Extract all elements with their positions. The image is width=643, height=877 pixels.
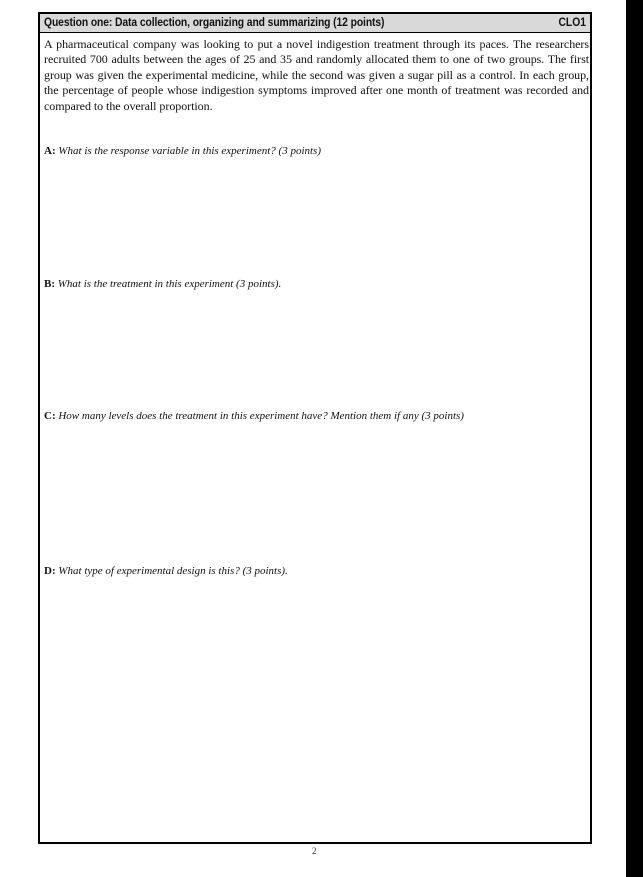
- question-c-text: How many levels does the treatment in this experiment have? Mention them if any (3 points): [58, 410, 464, 422]
- question-frame: [38, 12, 592, 844]
- question-a-letter: A:: [44, 145, 56, 157]
- question-d: [44, 564, 589, 578]
- question-c-letter: C:: [44, 410, 56, 422]
- question-d-letter: D:: [44, 565, 56, 577]
- question-b-letter: B:: [44, 278, 55, 290]
- question-d-text: What type of experimental design is this? (3 points).: [58, 565, 288, 577]
- page-number: 2: [312, 846, 317, 856]
- scan-edge-strip: [626, 0, 643, 877]
- question-c: [44, 409, 589, 423]
- question-header: [40, 14, 590, 33]
- question-a-text: What is the response variable in this experiment? (3 points): [58, 145, 321, 157]
- clo-label: CLO1: [558, 15, 586, 29]
- scenario-paragraph: A pharmaceutical company was looking to put a novel indigestion treatment through its paces. The researchers recruited 700 adults between the ages of 25 and 35 and randomly allocated them to one of two groups. The first group was given the experimental medicine, while the second was given a sugar pill as a control. In each group, the percentage of people whose indigestion symptoms improved after one month of treatment was recorded and compared to the overall proportion.: [44, 37, 589, 113]
- question-b: [44, 277, 589, 291]
- question-title: Question one: Data collection, organizing and summarizing (12 points): [44, 15, 385, 29]
- question-b-text: What is the treatment in this experiment (3 points).: [57, 278, 282, 290]
- question-a: [44, 144, 589, 158]
